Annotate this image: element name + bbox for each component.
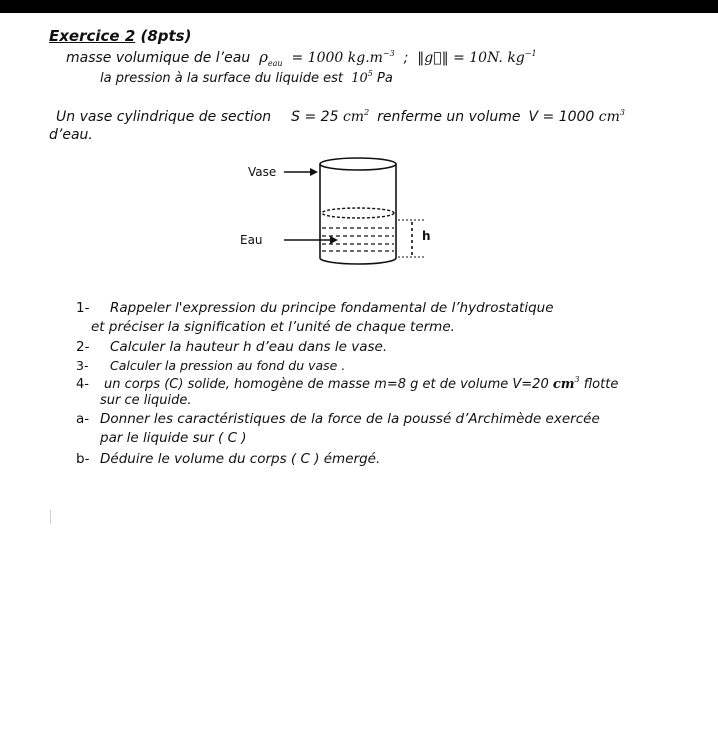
question-2 xyxy=(76,339,387,355)
question-text: un corps (C) solide, homogène de masse m=8 g et de volume V=20 xyxy=(104,377,549,392)
question-4-unit-exp: 3 xyxy=(574,375,580,384)
vase-arrow-head xyxy=(310,168,318,176)
water-surface xyxy=(322,208,394,218)
question-a xyxy=(76,411,600,427)
statement-part-c: renferme un volume xyxy=(377,109,521,125)
surface-pressure-label: la pression à la surface du liquide est xyxy=(100,71,343,86)
density-value: = 1000 kg.m xyxy=(291,50,383,66)
volume-unit-exp: 3 xyxy=(619,108,625,117)
question-number: 3- xyxy=(76,358,89,373)
exercise-points: (8pts) xyxy=(140,27,192,45)
vase-bottom xyxy=(320,258,396,264)
question-1-continued: et préciser la signification et l’unité de chaque terme. xyxy=(91,319,455,335)
question-text: Calculer la hauteur h d’eau dans le vase. xyxy=(110,339,388,355)
exercise-title-label: Exercice 2 xyxy=(49,27,136,45)
question-number: 4- xyxy=(76,377,89,392)
density-label: masse volumique de l’eau xyxy=(66,50,251,66)
question-number: b- xyxy=(76,451,90,467)
pressure-exponent: 5 xyxy=(367,69,373,78)
water-arrow-head xyxy=(330,236,338,244)
g-norm: ‖g⃗‖ xyxy=(417,50,449,66)
volume-unit: cm xyxy=(598,109,620,125)
g-value: = 10N. kg xyxy=(453,50,525,66)
question-3 xyxy=(76,358,345,373)
section-unit: cm xyxy=(342,109,365,125)
question-4-unit: cm xyxy=(552,377,575,392)
g-exponent: −1 xyxy=(524,49,537,58)
question-4-continued: sur ce liquide. xyxy=(100,393,192,408)
question-text: Calculer la pression au fond du vase . xyxy=(110,358,346,373)
density-exponent: −3 xyxy=(382,49,395,58)
statement-part-a: Un vase cylindrique de section xyxy=(56,109,272,125)
separator: ; xyxy=(403,50,409,66)
pressure-unit: Pa xyxy=(377,71,393,86)
question-text: Donner les caractéristiques de la force de la poussé d’Archimède exercée xyxy=(100,411,600,427)
vase-label: Vase xyxy=(248,165,277,179)
water-label: Eau xyxy=(240,233,263,247)
question-number: a- xyxy=(76,411,90,427)
question-b xyxy=(76,451,380,467)
statement-volume-value: V = 1000 xyxy=(528,109,595,125)
section-unit-exp: 2 xyxy=(364,108,370,117)
question-text: Déduire le volume du corps ( C ) émergé. xyxy=(100,451,381,467)
question-4-text-end: flotte xyxy=(583,377,619,392)
question-number: 2- xyxy=(76,339,90,355)
vase-rim xyxy=(320,158,396,170)
question-number: 1- xyxy=(76,300,90,316)
question-1 xyxy=(76,300,554,316)
rho-subscript: eau xyxy=(267,59,283,68)
statement-section-value: S = 25 xyxy=(291,109,339,125)
rho-symbol: ρ xyxy=(259,48,268,66)
question-text: Rappeler l'expression du principe fondamental de l’hydrostatique xyxy=(110,300,554,316)
pressure-base: 10 xyxy=(351,71,368,86)
question-a-continued: par le liquide sur ( C ) xyxy=(100,430,247,446)
height-label: h xyxy=(422,229,431,243)
question-4 xyxy=(76,375,618,392)
statement-line-2: d’eau. xyxy=(49,127,93,143)
text-cursor xyxy=(50,510,51,524)
